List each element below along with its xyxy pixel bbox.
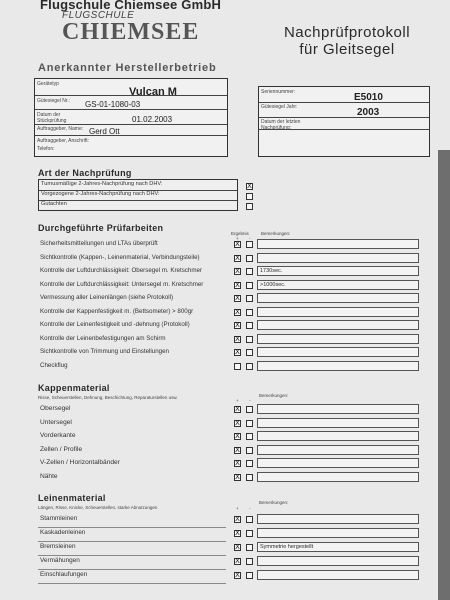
leinen-row-divider — [38, 527, 226, 528]
pruef-plus-checkbox[interactable]: X — [235, 281, 240, 289]
kappe-row-label: V-Zellen / Horizontalbänder — [40, 459, 120, 466]
pruef-plus-checkbox[interactable]: X — [235, 254, 240, 262]
leinen-plus-checkbox[interactable]: X — [235, 530, 240, 537]
auftraggeber-value: Gerd Ott — [89, 127, 120, 136]
leinen-minus-checkbox[interactable] — [246, 530, 253, 537]
pruef-plus-checkbox[interactable]: X — [235, 268, 240, 275]
pruef-remark-field[interactable] — [257, 347, 419, 357]
stueckpruefung-value: 01.02.2003 — [132, 115, 173, 124]
leinen-plus-checkbox[interactable]: X — [235, 544, 240, 551]
logo-main-text: CHIEMSEE — [62, 19, 200, 45]
kappe-plus-checkbox[interactable]: X — [235, 460, 240, 467]
leinen-row-divider — [38, 583, 226, 584]
art-row-label: Turnusmäßige 2-Jahres-Nachprüfung nach DHV: — [41, 181, 163, 187]
pruef-row-label: Sicherheitsmitteilungen und LTAs überprüft — [40, 240, 158, 247]
kappe-plus-checkbox[interactable]: X — [235, 446, 240, 454]
kappe-minus-checkbox[interactable] — [246, 474, 253, 481]
leinen-section-subtitle: Längen, Risse, Knicke, Scheuerstellen, starke Abnutzungen — [38, 505, 158, 510]
pruef-plus-checkbox[interactable]: X — [235, 349, 240, 356]
pruef-minus-checkbox[interactable] — [246, 309, 253, 316]
stueckpruefung-label: Datum der Stückprüfung — [37, 112, 67, 124]
kappe-minus-header: - — [249, 398, 251, 403]
art-row-label: Gutachten — [41, 201, 67, 207]
pruef-remark-field[interactable]: >1000sec. — [257, 280, 419, 290]
pruef-plus-header: + — [236, 236, 239, 241]
pruef-plus-checkbox[interactable]: X — [235, 241, 240, 248]
kappe-plus-header: + — [236, 398, 239, 403]
leinen-row-label: Kaskadenleinen — [40, 529, 86, 536]
kappe-remark-field[interactable] — [257, 431, 419, 441]
kappe-bemerkungen-header: Bemerkungen: — [259, 393, 289, 398]
seriennummer-value: E5010 — [354, 92, 383, 103]
title-line-1: Nachprüfprotokoll — [283, 24, 411, 41]
leinen-remark-field[interactable] — [257, 514, 419, 524]
background-edge — [438, 150, 450, 600]
pruef-minus-checkbox[interactable] — [246, 336, 253, 343]
pruef-minus-header: - — [249, 236, 251, 241]
kappe-row-label: Vorderkante — [40, 432, 76, 439]
art-section-title: Art der Nachprüfung — [38, 168, 132, 178]
anschrift-label: Auftraggeber, Anschrift: — [37, 138, 89, 144]
art-row-label: Vorgezogene 2-Jahres-Nachprüfung nach DHV: — [41, 191, 160, 197]
pruef-plus-checkbox[interactable]: X — [235, 295, 240, 302]
leinen-plus-checkbox[interactable]: X — [235, 558, 240, 565]
pruef-row-label: Kontrolle der Luftdurchlässigkeit: Untersegel m. Kretschmer — [40, 280, 204, 288]
pruef-plus-checkbox[interactable] — [234, 363, 241, 370]
leinen-plus-header: + — [236, 506, 239, 511]
art-checkbox[interactable] — [246, 193, 253, 200]
leinen-minus-checkbox[interactable] — [246, 572, 253, 579]
kappe-plus-checkbox[interactable]: X — [235, 473, 240, 481]
baujahr-label: Gütesiegel Jahr: — [261, 104, 298, 110]
leinen-plus-checkbox[interactable]: X — [235, 516, 240, 523]
pruef-remark-field[interactable]: 1730sec. — [257, 266, 419, 276]
pruef-minus-checkbox[interactable] — [246, 268, 253, 275]
device-info-box-right — [258, 86, 430, 157]
pruef-bemerkungen-header: Bemerkungen: — [261, 231, 291, 236]
pruef-row-label: Checkflug — [40, 361, 68, 369]
kappe-plus-checkbox[interactable]: X — [235, 433, 240, 440]
leinen-minus-checkbox[interactable] — [246, 558, 253, 565]
leinen-row-label: Einschlaufungen — [40, 571, 88, 578]
geraetetyp-value: Vulcan M — [129, 86, 177, 98]
pruef-plus-checkbox[interactable]: X — [235, 335, 240, 343]
leinen-row-label: Stammleinen — [40, 515, 78, 522]
leinen-remark-field[interactable] — [257, 570, 419, 580]
leinen-row-divider — [38, 555, 226, 556]
leinen-remark-field[interactable] — [257, 556, 419, 566]
title-line-2: für Gleitsegel — [299, 41, 395, 58]
geraetetyp-label: Gerätetyp — [37, 81, 59, 87]
kappe-remark-field[interactable] — [257, 472, 419, 482]
pruef-ergebnis-header: Ergebnis — [231, 231, 249, 236]
kappe-remark-field[interactable] — [257, 418, 419, 428]
baujahr-value: 2003 — [357, 107, 380, 118]
company-name: Flugschule Chiemsee GmbH — [40, 0, 222, 12]
seriennummer-label: Seriennummer: — [261, 89, 296, 95]
leinen-minus-header: - — [249, 506, 251, 511]
pruef-row-label: Sichtkontrolle von Trimmung und Einstellungen — [40, 348, 169, 355]
pruef-remark-field[interactable] — [257, 307, 419, 317]
kappe-row-label: Obersegel — [40, 405, 71, 412]
logo-top-text: FLUGSCHULE — [62, 10, 135, 21]
pruef-remark-field[interactable] — [257, 253, 419, 263]
guetesiegel-value: GS-01-1080-03 — [85, 100, 141, 109]
kappe-minus-checkbox[interactable] — [246, 406, 253, 413]
kappe-row-label: Zellen / Profile — [40, 445, 83, 453]
leinen-row-label: Bremsleinen — [40, 543, 76, 550]
pruef-remark-field[interactable] — [257, 334, 419, 344]
kappe-plus-checkbox[interactable]: X — [235, 419, 240, 427]
kappe-row-label: Untersegel — [40, 418, 72, 426]
kappe-minus-checkbox[interactable] — [246, 433, 253, 440]
kappe-section-title: Kappenmaterial — [38, 383, 110, 393]
pruef-row-label: Kontrolle der Kappenfestigkeit m. (Bettsometer) > 800gr — [40, 307, 194, 315]
kappe-remark-field[interactable] — [257, 445, 419, 455]
pruef-remark-field[interactable] — [257, 293, 419, 303]
pruef-minus-checkbox[interactable] — [246, 322, 253, 329]
pruef-plus-checkbox[interactable]: X — [235, 308, 240, 316]
kappe-row-label: Nähte — [40, 472, 58, 480]
leinen-minus-checkbox[interactable] — [246, 516, 253, 523]
art-checkbox[interactable]: X — [247, 183, 252, 190]
pruef-row-label: Kontrolle der Leinenfestigkeit und -dehnung (Protokoll) — [40, 321, 190, 328]
leinen-minus-checkbox[interactable] — [246, 544, 253, 551]
leinen-row-divider — [38, 569, 226, 570]
leinen-remark-field[interactable] — [257, 528, 419, 538]
document-title — [262, 24, 432, 58]
telefon-label: Telefon: — [37, 146, 55, 152]
pruef-minus-checkbox[interactable] — [246, 363, 253, 370]
auftraggeber-label: Auftraggeber, Name: — [37, 126, 84, 132]
pruef-minus-checkbox[interactable] — [246, 349, 253, 356]
device-info-box-left — [34, 78, 228, 157]
tagline: Anerkannter Herstellerbetrieb — [38, 62, 217, 74]
pruef-plus-checkbox[interactable]: X — [235, 322, 240, 329]
pruef-remark-field[interactable] — [257, 239, 419, 249]
kappe-minus-checkbox[interactable] — [246, 460, 253, 467]
leinen-plus-checkbox[interactable]: X — [235, 572, 240, 579]
pruef-remark-field[interactable] — [257, 320, 419, 330]
letzte-nachpruefung-label: Datum der letzten Nachprüfung: — [261, 119, 301, 131]
pruef-remark-field[interactable] — [257, 361, 419, 371]
pruef-section-title: Durchgeführte Prüfarbeiten — [38, 223, 164, 233]
art-checkbox[interactable] — [246, 203, 253, 210]
kappe-minus-checkbox[interactable] — [246, 447, 253, 454]
kappe-remark-field[interactable] — [257, 458, 419, 468]
pruef-row-label: Vermessung aller Leinenlängen (siehe Protokoll) — [40, 294, 174, 301]
kappe-minus-checkbox[interactable] — [246, 420, 253, 427]
pruef-row-label: Sichtkontrolle (Kappen-, Leinenmaterial, Verbindungsteile) — [40, 253, 200, 261]
pruef-row-label: Kontrolle der Leinenbefestigungen am Schirm — [40, 334, 166, 342]
pruef-minus-checkbox[interactable] — [246, 295, 253, 302]
leinen-row-divider — [38, 541, 226, 542]
leinen-section-title: Leinenmaterial — [38, 493, 106, 503]
company-logo — [62, 10, 200, 45]
kappe-remark-field[interactable] — [257, 404, 419, 414]
pruef-minus-checkbox[interactable] — [246, 255, 253, 262]
pruef-row-label: Kontrolle der Luftdurchlässigkeit: Obersegel m. Kretschmer — [40, 267, 202, 274]
leinen-row-label: Vermähungen — [40, 557, 80, 564]
leinen-remark-field[interactable]: Symmetrie hergestellt — [257, 542, 419, 552]
kappe-plus-checkbox[interactable]: X — [235, 406, 240, 413]
guetesiegel-label: Gütesiegel Nr.: — [37, 98, 71, 104]
pruef-minus-checkbox[interactable] — [246, 241, 253, 248]
kappe-section-subtitle: Risse, Scheuerstellen, Dehnung, Beschichtung, Reparaturstellen usw. — [38, 395, 178, 400]
leinen-bemerkungen-header: Bemerkungen: — [259, 500, 289, 505]
pruef-minus-checkbox[interactable] — [246, 282, 253, 289]
